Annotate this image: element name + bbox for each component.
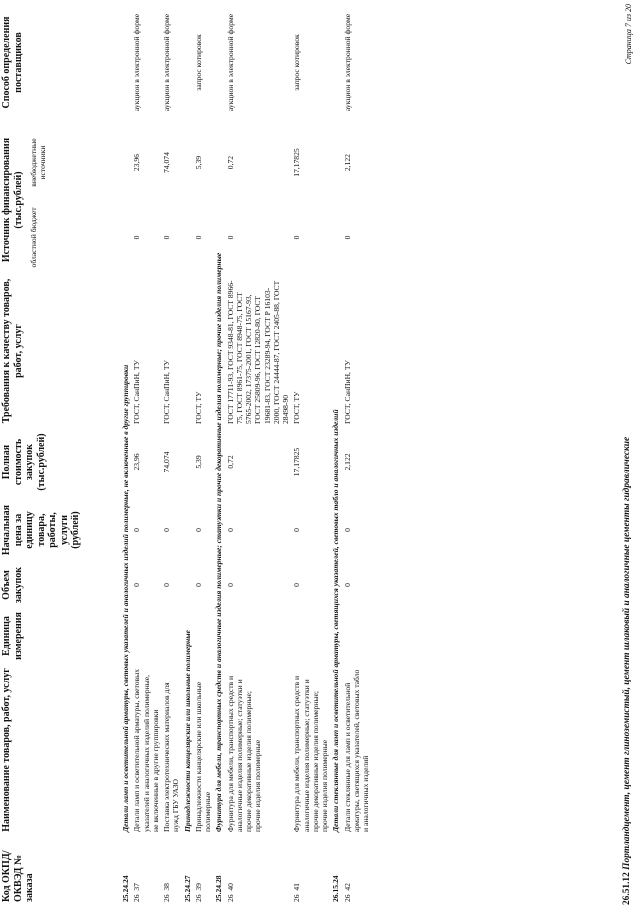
row-total: 0,72 xyxy=(225,455,235,469)
row-name: Детали стеклянные для ламп и осветительной арматуры, светящихся указателей, световых табло и аналогичных изделий xyxy=(342,669,370,832)
table-body xyxy=(120,0,371,905)
row-financing-extra: 74,074 xyxy=(162,152,171,173)
row-code xyxy=(342,835,372,905)
row-code-group: 26 xyxy=(193,894,203,902)
cut-group-heading xyxy=(622,437,632,905)
row-financing-extra: 17,17825 xyxy=(292,148,302,177)
table-header-row xyxy=(0,0,120,905)
row-name: Фурнитура для мебели, транспортных средств и аналогичные изделия полимерные; статуэтки и прочие декоративные изделия полимерные; прочие изделия полимерные xyxy=(292,675,329,832)
row-code-group: 26 xyxy=(342,894,352,902)
row-unit xyxy=(131,607,161,665)
row-order-number: 42 xyxy=(342,883,352,891)
header-financing-extrabudget: внебюджетные источники xyxy=(29,138,47,187)
group-title-cell xyxy=(182,0,193,835)
row-order-number: 40 xyxy=(225,883,235,891)
row-volume: 0 xyxy=(132,583,142,587)
row-volume: 0 xyxy=(193,583,203,587)
row-method: аукцион в электронной форме xyxy=(132,13,142,112)
group-title-cell xyxy=(330,0,341,835)
header-requirements: Требования к качеству товаров, работ, услуг xyxy=(1,278,24,424)
row-order-number: 41 xyxy=(292,883,302,891)
row-price: 0 xyxy=(225,528,235,532)
header-code: Код ОКПД/ ОКВЭД № заказа xyxy=(1,850,35,902)
page-footer xyxy=(622,0,640,905)
table-row xyxy=(131,0,161,905)
row-financing-regional: 0 xyxy=(193,235,203,240)
row-price: 0 xyxy=(193,528,203,532)
row-financing-regional: 0 xyxy=(342,235,352,240)
row-financing-extra: 2,122 xyxy=(342,154,352,172)
row-requirements: ГОСТ, СанПиН, ТУ xyxy=(342,360,352,424)
row-code xyxy=(225,835,292,905)
row-volume: 0 xyxy=(342,583,352,587)
row-price: 0 xyxy=(292,528,302,532)
header-method: Способ определения поставщиков xyxy=(1,16,24,109)
row-unit xyxy=(342,607,372,665)
group-row xyxy=(120,0,131,905)
row-method: аукцион в электронной форме xyxy=(162,13,171,112)
header-name: Наименование товаров, работ, услуг xyxy=(1,668,12,832)
row-total: 2,122 xyxy=(342,453,352,471)
row-code-group: 26 xyxy=(132,894,142,902)
row-method: аукцион в электронной форме xyxy=(225,13,235,112)
row-code xyxy=(193,835,214,905)
row-financing xyxy=(131,125,161,275)
header-initial-price: Начальная цена за единицу товара, работы, услуги (рублей) xyxy=(1,504,81,556)
header-financing-title: Источник финансирования (тыс.рублей) xyxy=(1,137,24,263)
group-title-cell xyxy=(120,0,131,835)
row-total: 74,074 xyxy=(162,451,171,473)
row-requirements: ГОСТ, СанПиН, ТУ xyxy=(132,360,142,424)
row-total: 17,17825 xyxy=(292,447,302,477)
group-code: 25.24.28 xyxy=(214,875,224,902)
row-financing xyxy=(193,125,214,275)
row-financing-regional: 0 xyxy=(225,235,235,240)
row-financing-regional: 0 xyxy=(162,235,171,240)
row-financing-regional: 0 xyxy=(132,235,142,240)
row-volume: 0 xyxy=(225,583,235,587)
header-financing-regional: областной бюджет xyxy=(29,207,38,268)
table-row xyxy=(291,0,330,905)
table-row xyxy=(161,0,182,905)
row-order-number: 39 xyxy=(193,883,203,891)
group-code: 26.15.24 xyxy=(331,875,341,902)
row-unit xyxy=(291,607,330,665)
row-financing-extra: 5,39 xyxy=(193,155,203,170)
row-name: Принадлежности канцелярские или школьные полимерные xyxy=(193,681,212,832)
row-method: аукцион в электронной форме xyxy=(342,13,352,112)
row-financing-extra: 0,72 xyxy=(225,155,235,170)
header-financing xyxy=(0,125,120,275)
row-order-number: 38 xyxy=(162,883,171,891)
row-code xyxy=(291,835,330,905)
row-code-group: 26 xyxy=(225,894,235,902)
row-unit xyxy=(193,607,214,665)
header-unit: Единица измерения xyxy=(1,612,24,660)
group-row xyxy=(330,0,341,905)
header-total-cost: Полная стоимость закупок (тыс.рублей) xyxy=(1,433,47,491)
row-unit xyxy=(225,607,292,665)
row-volume: 0 xyxy=(292,583,302,587)
row-requirements: ГОСТ, СанПиН, ТУ xyxy=(162,360,171,424)
row-name: Фурнитура для мебели, транспортных средств и аналогичные изделия полимерные; статуэтки и прочие декоративные изделия полимерные; прочие изделия полимерные xyxy=(225,675,263,832)
group-code: 25.24.27 xyxy=(182,875,192,902)
row-requirements: ГОСТ 17711-93, ГОСТ 9348-81, ГОСТ 8966-75, ГОСТ 8961-75, ГОСТ 8948-75, ГОСТ 5765-2002, 17375-2001, ГОСТ 15167-93, ГОСТ 25809-96, ГОСТ 12820-80, ГОСТ 19681-83, ГОСТ 23289-94, ГОСТ Р 16103-2000, ГОСТ 24444-87, ГОСТ 2405-88, ГОСТ 28498-90 xyxy=(225,280,290,424)
group-title-cell xyxy=(213,0,224,835)
group-title: Детали стеклянные для ламп и осветительной арматуры, светящихся указателей, световых табло и аналогичных изделий xyxy=(331,409,341,832)
row-requirements: ГОСТ, ТУ xyxy=(292,391,302,424)
row-method: запрос котировок xyxy=(193,34,203,91)
row-unit xyxy=(161,607,182,665)
page-number: Страница 7 из 20 xyxy=(624,4,633,65)
table-row xyxy=(342,0,372,905)
row-order-number: 37 xyxy=(132,883,142,891)
row-financing xyxy=(161,125,182,275)
row-price: 0 xyxy=(132,528,142,532)
row-price: 0 xyxy=(162,528,171,532)
group-title: Принадлежности канцелярские или школьные полимерные xyxy=(182,630,192,832)
group-title: Детали ламп и осветительной арматуры, световых указателей и аналогичных изделий полимерные, не включенные в другие группировки xyxy=(121,364,130,832)
row-financing-extra: 23,96 xyxy=(132,154,142,172)
table-row xyxy=(193,0,214,905)
row-price: 0 xyxy=(342,528,352,532)
row-code-group: 26 xyxy=(292,894,302,902)
group-row xyxy=(213,0,224,905)
row-financing-regional: 0 xyxy=(292,235,302,240)
group-title: Фурнитура для мебели, транспортных средств и аналогичные изделия полимерные; статуэтки и прочие декоративные изделия полимерные; прочие изделия полимерные xyxy=(214,252,224,832)
group-code: 25.24.24 xyxy=(121,875,130,902)
header-financing-subcolumns xyxy=(30,128,47,272)
row-code-group: 26 xyxy=(162,894,171,902)
row-financing xyxy=(342,125,372,275)
row-financing xyxy=(225,125,292,275)
group-row xyxy=(182,0,193,905)
row-total: 5,39 xyxy=(193,455,203,469)
row-code xyxy=(131,835,161,905)
row-name: Поставка электротехнических материалов для нужд ГБУ УАЗО xyxy=(162,682,181,832)
row-requirements: ГОСТ, ТУ xyxy=(193,391,203,424)
row-method: запрос котировок xyxy=(292,34,302,91)
header-volume: Объем закупок xyxy=(1,566,24,604)
row-code xyxy=(161,835,182,905)
cut-group-title: Портландцемент, цемент глиноземистый, цемент шлаковый и аналогичные цементы гидравлические xyxy=(622,436,632,870)
row-total: 23,96 xyxy=(132,453,142,471)
row-volume: 0 xyxy=(162,583,171,587)
table-row xyxy=(225,0,292,905)
cut-group-code: 26.51.12 xyxy=(622,872,632,905)
row-name: Детали ламп и осветительной арматуры, световых указателей и аналогичных изделий полимерные, не включенные в другие группировки xyxy=(132,668,160,832)
row-financing xyxy=(291,125,330,275)
